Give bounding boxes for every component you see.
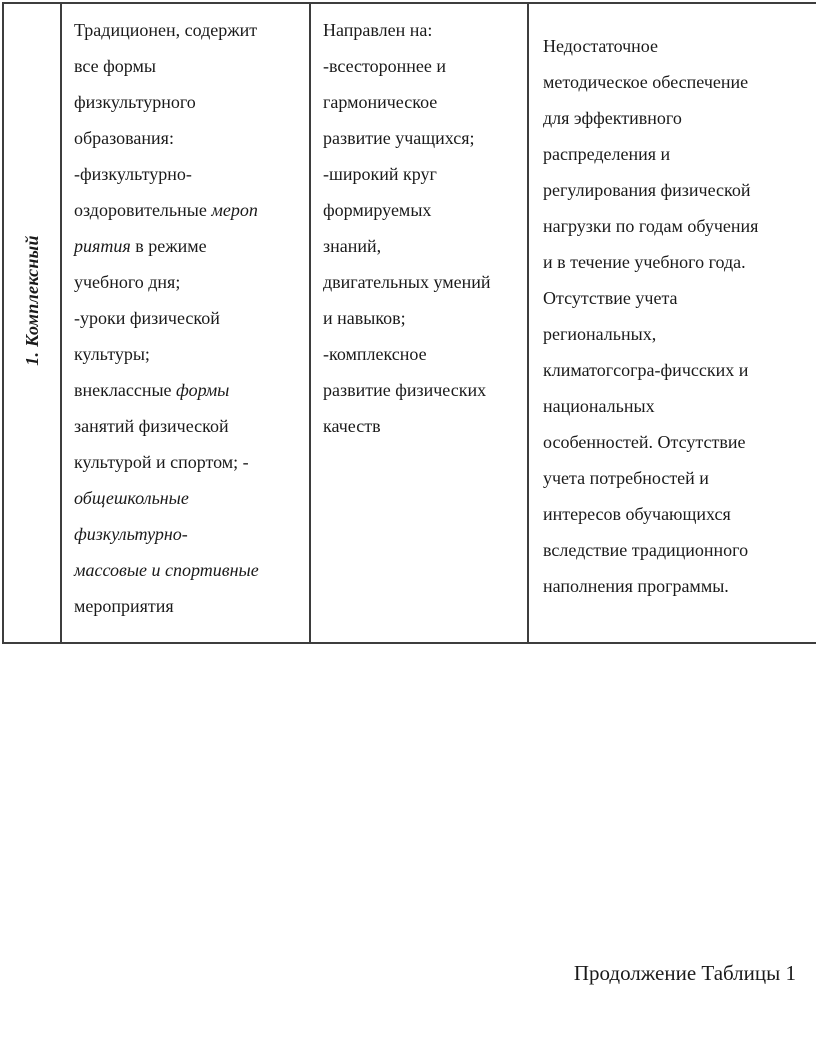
table-text-line: риятия в режиме (74, 236, 207, 256)
table-text-line: физкультурно- (74, 524, 188, 544)
table-text-line: Направлен на: (323, 20, 433, 40)
table-text-line: физкультурного (74, 92, 196, 112)
table-text-line: распределения и (543, 144, 671, 164)
table-text-line: интересов обучающихся (543, 504, 731, 524)
table-text-line: методическое обеспечение (543, 72, 749, 92)
table-cell-program-type (4, 4, 62, 642)
table-text-line: культуры; (74, 344, 150, 364)
table-text-line: вследствие традиционного (543, 540, 749, 560)
table-text-line: развитие физических (323, 380, 487, 400)
table-text-line: для эффективного (543, 108, 682, 128)
table-text-line: знаний, (323, 236, 382, 256)
row-header-label: 1. Комплексный (21, 234, 42, 366)
table-text-line: мероприятия (74, 596, 174, 616)
table-text-line: Отсутствие учета (543, 288, 678, 308)
table-text-line: -всестороннее и (323, 56, 447, 76)
table-text-line: особенностей. Отсутствие (543, 432, 746, 452)
table-text-line: общешкольные (74, 488, 189, 508)
table-text-line: и в течение учебного года. (543, 252, 746, 272)
table-text-line: занятий физической (74, 416, 229, 436)
table-text-line: -уроки физической (74, 308, 220, 328)
program-table-row (2, 2, 816, 644)
table-text-line: гармоническое (323, 92, 438, 112)
table-text-line: двигательных умений (323, 272, 491, 292)
table-text-line: -комплексное (323, 344, 427, 364)
table-continuation-caption: Продолжение Таблицы 1 (573, 961, 796, 985)
table-text-line: региональных, (543, 324, 657, 344)
table-text-line: все формы (74, 56, 156, 76)
table-text-line: оздоровительные мероп (74, 200, 258, 220)
table-text-line: массовые и спортивные (74, 560, 259, 580)
table-text-line: -физкультурно- (74, 164, 192, 184)
table-text-line: культурой и спортом; - (74, 452, 249, 472)
table-cell-characteristics (62, 4, 311, 642)
table-text-line: климатогсогра-фичсских и (543, 360, 749, 380)
table-text-line: внеклассные формы (74, 380, 230, 400)
table-text-line: Традиционен, содержит (74, 20, 258, 40)
table-text-line: формируемых (323, 200, 432, 220)
table-text-line: -широкий круг (323, 164, 437, 184)
table-text-line: качеств (323, 416, 381, 436)
table-text-line: учебного дня; (74, 272, 181, 292)
table-text-line: регулирования физической (543, 180, 751, 200)
table-text-line: наполнения программы. (543, 576, 729, 596)
table-text-line: нагрузки по годам обучения (543, 216, 759, 236)
table-cell-drawbacks (529, 4, 816, 642)
table-text-line: образования: (74, 128, 174, 148)
table-text-line: учета потребностей и (543, 468, 709, 488)
table-text-line: развитие учащихся; (323, 128, 475, 148)
table-text-line: национальных (543, 396, 655, 416)
table-text-line: и навыков; (323, 308, 406, 328)
table-text-line: Недостаточное (543, 36, 659, 56)
table-cell-focus (311, 4, 529, 642)
